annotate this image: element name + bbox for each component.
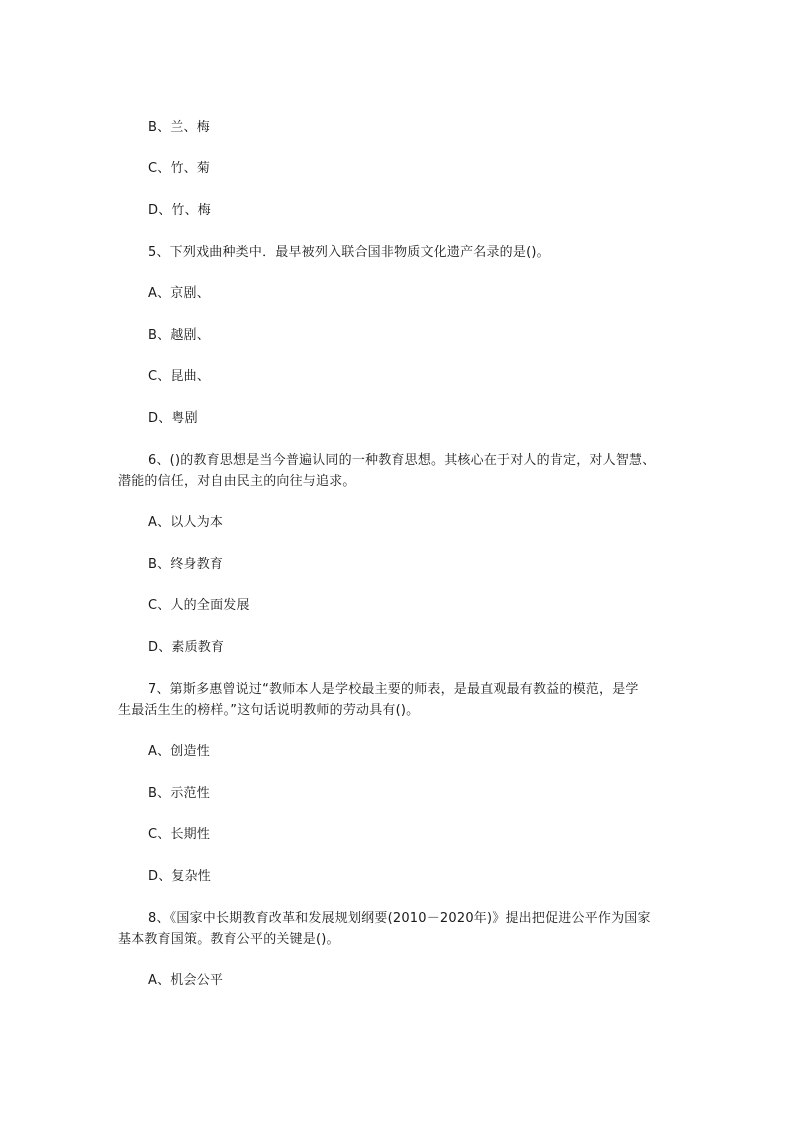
q5-option-d: D、粤剧: [148, 411, 198, 426]
q4-option-b: B、兰、梅: [148, 120, 210, 135]
q5-option-a: A、京剧、: [148, 286, 210, 301]
q8-stem-line2: 基本教育国策。教育公平的关键是()。: [118, 932, 340, 947]
q6-option-d: D、素质教育: [148, 640, 225, 655]
q5-stem: 5、下列戏曲种类中．最早被列入联合国非物质文化遗产名录的是()。: [148, 245, 550, 260]
q6-stem-line1: 6、()的教育思想是当今普遍认同的一种教育思想。其核心在于对人的肯定，对人智慧、: [148, 453, 656, 468]
q7-option-d: D、复杂性: [148, 869, 212, 884]
q6-option-b: B、终身教育: [148, 557, 224, 572]
q8-option-a: A、机会公平: [148, 973, 224, 988]
q6-option-a: A、以人为本: [148, 515, 224, 530]
q8-stem-line1: 8、《国家中长期教育改革和发展规划纲要(2010－2020年)》提出把促进公平作为国家: [148, 911, 651, 926]
q7-stem-line1: 7、第斯多惠曾说过“教师本人是学校最主要的师表，是最直观最有教益的模范，是学: [148, 682, 639, 697]
q5-option-c: C、昆曲、: [148, 369, 211, 384]
q6-stem-line2: 潜能的信任，对自由民主的向往与追求。: [118, 474, 356, 489]
q5-option-b: B、越剧、: [148, 328, 210, 343]
q6-option-c: C、人的全面发展: [148, 598, 250, 613]
q4-option-d: D、竹、梅: [148, 203, 212, 218]
q7-option-a: A、创造性: [148, 744, 210, 759]
q4-option-c: C、竹、菊: [148, 161, 211, 176]
q7-option-c: C、长期性: [148, 827, 211, 842]
q7-option-b: B、示范性: [148, 786, 210, 801]
q7-stem-line2: 生最活生生的榜样。”这句话说明教师的劳动具有()。: [118, 703, 420, 718]
